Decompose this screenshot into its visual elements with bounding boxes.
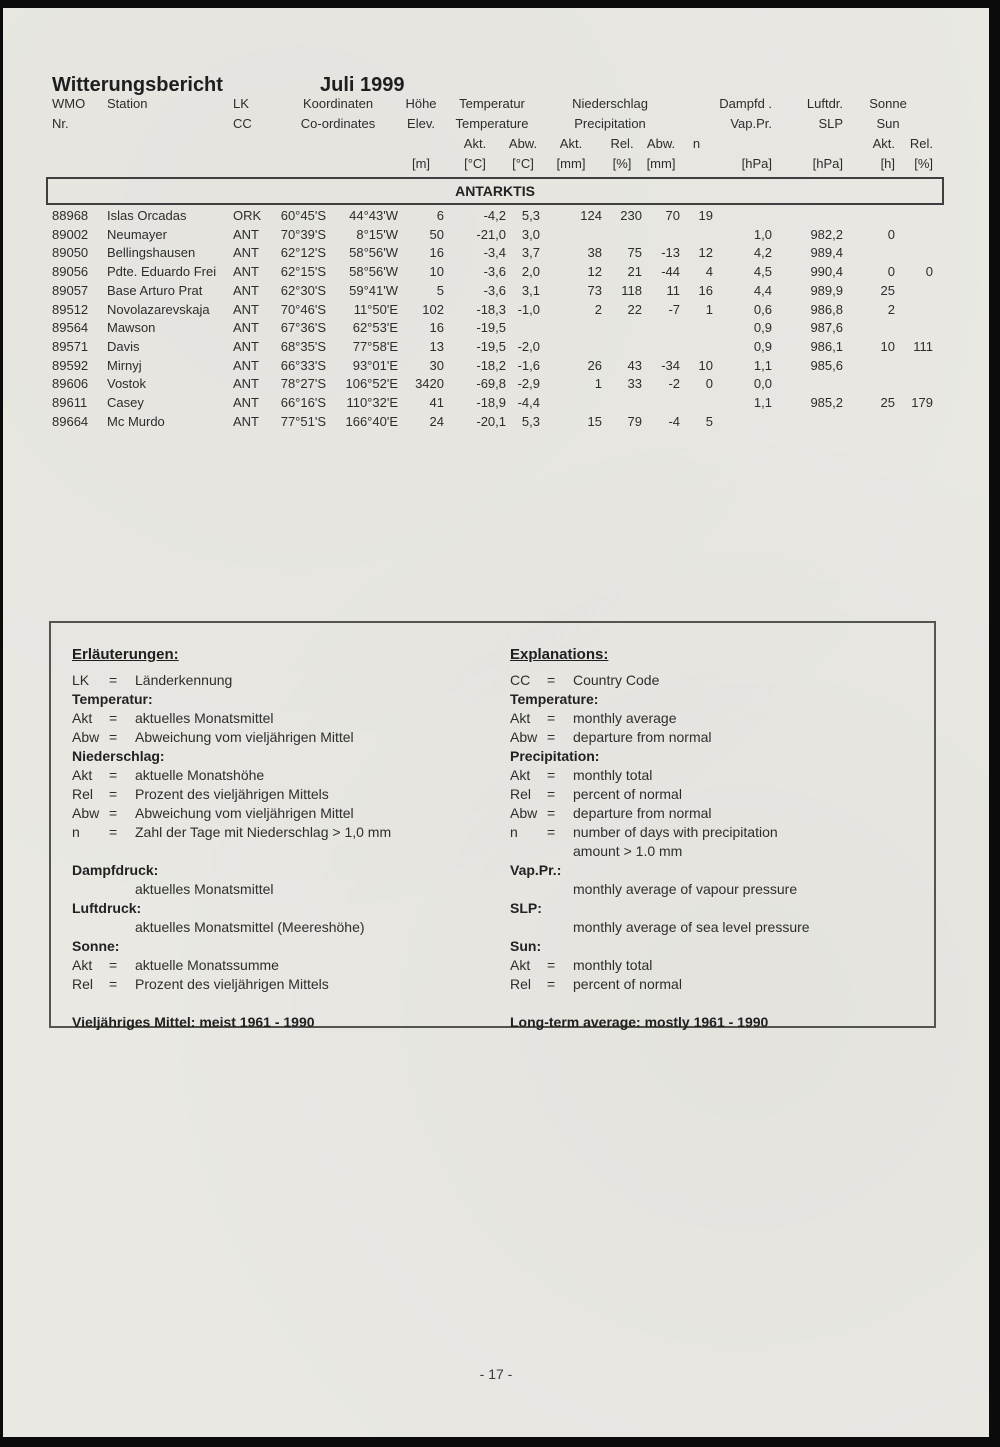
unit-h: [h] — [880, 156, 896, 171]
cell-t_akt: -4,2 — [483, 208, 506, 223]
station-row — [52, 282, 933, 301]
cell-s_rel — [895, 301, 933, 320]
cell-t_akt: -18,2 — [476, 357, 506, 373]
cell-s_rel: 179 — [911, 395, 933, 411]
cell-s_akt: 0 — [887, 264, 895, 280]
cell-p_akt: 38 — [587, 245, 602, 261]
header-koordinaten: Koordinaten — [302, 96, 374, 111]
explanation-line-head: Sun: — [510, 938, 542, 954]
unit-c2: [°C] — [512, 156, 534, 171]
station-row — [52, 207, 933, 226]
cell-wmo: 89611 — [52, 395, 88, 411]
cell-s_akt: 2 — [887, 301, 895, 317]
cell-p_abw: -13 — [661, 245, 680, 261]
cell-s_rel — [895, 375, 933, 394]
cell-p_abw — [642, 394, 680, 413]
cell-t_akt: -20,1 — [476, 413, 506, 429]
cell-t_akt: -18,9 — [476, 395, 506, 411]
header-wmo: WMO — [52, 96, 86, 111]
cell-lat: 62°12'S — [280, 245, 326, 261]
paper-sheet — [3, 8, 989, 1437]
explanation-line-def: n = number of days with precipitation — [510, 824, 778, 840]
cell-p_akt: 1 — [594, 376, 602, 392]
cell-lon: 11°50'E — [353, 301, 398, 317]
cell-vap: 4,2 — [753, 245, 772, 261]
cell-lk: ANT — [233, 320, 259, 336]
explanation-line-def: Abw = Abweichung vom vieljährigen Mittel — [72, 729, 354, 745]
cell-p_rel — [602, 394, 642, 413]
explanation-line-def: Akt = aktuelle Monatshöhe — [72, 767, 265, 783]
explanation-line-def: Abw = departure from normal — [510, 729, 712, 745]
station-table — [52, 207, 933, 431]
cell-slp: 982,2 — [810, 226, 843, 242]
cell-p_rel: 118 — [621, 282, 642, 298]
cell-n — [680, 319, 713, 338]
cell-elev: 13 — [429, 338, 444, 354]
cell-lk: ANT — [233, 301, 259, 317]
cell-s_akt — [843, 357, 895, 376]
cell-t_abw: 2,0 — [521, 264, 540, 280]
cell-p_abw: 70 — [665, 208, 680, 223]
cell-elev: 5 — [436, 282, 444, 298]
explanation-line-def: CC = Country Code — [510, 672, 660, 688]
cell-t_abw: -4,4 — [517, 395, 540, 411]
cell-t_abw: 3,7 — [521, 245, 540, 261]
cell-wmo: 89606 — [52, 376, 89, 392]
cell-t_akt: -18,3 — [476, 301, 506, 317]
explanation-line-def: Akt = aktuelle Monatssumme — [72, 957, 279, 973]
explanation-line-head: Temperatur: — [72, 691, 153, 707]
cell-lon: 110°32'E — [346, 395, 398, 411]
cell-elev: 30 — [429, 357, 444, 373]
cell-t_akt: -21,0 — [476, 226, 506, 242]
cell-elev: 3420 — [415, 376, 444, 392]
cell-lon: 166°40'E — [345, 413, 398, 429]
subheader-sun-akt: Akt. — [872, 136, 896, 151]
explanation-line-head: Vap.Pr.: — [510, 862, 562, 878]
cell-lon: 77°58'E — [352, 338, 398, 354]
cell-lat: 62°30'S — [280, 282, 326, 298]
cell-s_rel — [895, 226, 933, 245]
subheader-temp-abw: Abw. — [508, 136, 538, 151]
cell-n: 10 — [698, 357, 713, 373]
cell-t_abw: 3,1 — [521, 282, 540, 298]
cell-s_rel — [895, 244, 933, 263]
cell-lat: 67°36'S — [280, 320, 326, 336]
cell-lk: ANT — [233, 376, 259, 392]
cell-lk: ANT — [233, 282, 259, 298]
header-dampfd: Dampfd . — [719, 96, 773, 111]
station-rows — [52, 207, 933, 431]
cell-wmo: 89002 — [52, 226, 89, 242]
cell-slp: 985,6 — [810, 357, 843, 373]
cell-elev: 24 — [429, 413, 444, 429]
cell-vap: 0,0 — [753, 376, 772, 392]
page-number: - 17 - — [479, 1366, 513, 1382]
explanation-line-head: SLP: — [510, 900, 542, 916]
unit-c1: [°C] — [464, 156, 486, 171]
header-nr: Nr. — [52, 116, 69, 131]
cell-lon: 44°43'W — [349, 208, 398, 223]
subheader-prec-akt: Akt. — [559, 136, 583, 151]
cell-wmo: 89592 — [52, 357, 89, 373]
unit-hpa1: [hPa] — [741, 156, 773, 171]
header-slp: SLP — [818, 116, 844, 131]
cell-p_rel: 21 — [627, 264, 642, 280]
station-row — [52, 263, 933, 282]
cell-s_akt: 25 — [880, 395, 895, 411]
subheader-prec-n: n — [692, 136, 701, 151]
explanation-line-footer: Vieljähriges Mittel: meist 1961 - 1990 — [72, 1014, 315, 1030]
cell-station: Pdte. Eduardo Frei — [107, 264, 217, 280]
unit-pct1: [%] — [612, 156, 632, 171]
cell-wmo: 88968 — [52, 208, 89, 223]
explanation-line-def: Akt = aktuelles Monatsmittel — [72, 710, 274, 726]
cell-station: Vostok — [107, 376, 147, 392]
cell-p_rel — [602, 319, 642, 338]
cell-elev: 41 — [429, 395, 444, 411]
cell-vap: 4,4 — [753, 282, 772, 298]
cell-vap — [713, 207, 772, 226]
cell-slp: 985,2 — [810, 395, 843, 411]
unit-m: [m] — [411, 156, 431, 171]
cell-slp — [772, 413, 843, 432]
cell-p_akt: 26 — [587, 357, 602, 373]
header-temperature: Temperature — [455, 116, 529, 131]
cell-station: Bellingshausen — [107, 245, 196, 261]
header-niederschlag: Niederschlag — [572, 96, 648, 111]
cell-lon: 106°52'E — [345, 376, 398, 392]
cell-slp — [772, 207, 843, 226]
cell-t_abw: -1,6 — [517, 357, 540, 373]
explanation-line-footer: Long-term average: mostly 1961 - 1990 — [510, 1014, 769, 1030]
station-row — [52, 301, 933, 320]
cell-s_rel: 0 — [925, 264, 933, 280]
cell-p_rel — [602, 226, 642, 245]
explanation-line-def: Rel = Prozent des vieljährigen Mittels — [72, 976, 329, 992]
cell-lat: 66°16'S — [280, 395, 326, 411]
explanation-line-head: Sonne: — [72, 938, 120, 954]
report-title: Witterungsbericht — [52, 74, 223, 96]
cell-wmo: 89512 — [52, 301, 89, 317]
cell-lon: 8°15'W — [356, 226, 398, 242]
cell-p_abw: -34 — [661, 357, 680, 373]
cell-p_abw: 11 — [666, 282, 680, 298]
cell-n — [680, 394, 713, 413]
cell-lon: 93°01'E — [352, 357, 398, 373]
cell-s_rel: 111 — [913, 338, 933, 354]
cell-t_abw — [506, 319, 540, 338]
cell-n: 12 — [698, 245, 713, 261]
cell-n: 1 — [705, 301, 713, 317]
cell-p_abw: -44 — [661, 264, 680, 280]
explanations-english — [510, 645, 925, 1032]
explanation-line-def: Akt = monthly average — [510, 710, 677, 726]
header-lk: LK — [233, 96, 249, 111]
cell-s_akt: 0 — [887, 226, 895, 242]
explanation-line-indent: monthly average of sea level pressure — [573, 919, 810, 935]
cell-elev: 16 — [429, 320, 444, 336]
cell-vap: 1,1 — [753, 395, 772, 411]
cell-wmo: 89564 — [52, 320, 89, 336]
cell-station: Neumayer — [107, 226, 167, 242]
cell-vap: 4,5 — [753, 264, 772, 280]
explanation-line-spacer — [72, 994, 492, 1013]
cell-s_rel — [895, 413, 933, 432]
cell-slp: 989,4 — [810, 245, 843, 261]
cell-t_akt: -3,6 — [483, 264, 506, 280]
cell-vap: 1,1 — [753, 357, 772, 373]
station-row — [52, 244, 933, 263]
cell-s_akt: 10 — [880, 338, 895, 354]
cell-s_akt — [843, 207, 895, 226]
cell-n: 16 — [698, 282, 713, 298]
cell-lon: 62°53'E — [352, 320, 398, 336]
cell-t_akt: -3,4 — [483, 245, 506, 261]
subheader-temp-akt: Akt. — [463, 136, 487, 151]
cell-p_akt: 73 — [587, 282, 602, 298]
cell-elev: 50 — [429, 226, 444, 242]
cell-n — [680, 338, 713, 357]
cell-p_rel: 22 — [627, 301, 642, 317]
report-period: Juli 1999 — [320, 74, 405, 96]
cell-s_akt — [843, 375, 895, 394]
explanation-line-def: Akt = monthly total — [510, 767, 653, 783]
cell-lk: ANT — [233, 395, 259, 411]
cell-s_rel — [895, 207, 933, 226]
cell-t_akt: -69,8 — [476, 376, 506, 392]
cell-station: Base Arturo Prat — [107, 282, 203, 298]
cell-wmo: 89050 — [52, 245, 89, 261]
cell-lat: 77°51'S — [280, 413, 326, 429]
weather-table-header — [52, 94, 933, 174]
cell-elev: 16 — [429, 245, 444, 261]
cell-slp: 986,8 — [810, 301, 843, 317]
cell-s_akt — [843, 319, 895, 338]
explanation-line-indent: aktuelles Monatsmittel — [135, 881, 274, 897]
cell-wmo: 89057 — [52, 282, 89, 298]
header-luftdr: Luftdr. — [806, 96, 844, 111]
cell-p_abw — [642, 319, 680, 338]
explanation-line-spacer — [510, 994, 925, 1013]
cell-n: 19 — [698, 208, 713, 223]
cell-t_abw: -1,0 — [517, 301, 540, 317]
explanation-line-def: Rel = percent of normal — [510, 786, 682, 802]
cell-vap: 0,9 — [753, 320, 772, 336]
cell-p_abw: -7 — [668, 301, 680, 317]
cell-vap: 0,6 — [753, 301, 772, 317]
station-row — [52, 394, 933, 413]
cell-slp — [772, 375, 843, 394]
cell-p_abw: -2 — [668, 376, 680, 392]
header-sun: Sun — [876, 116, 900, 131]
cell-station: Novolazarevskaja — [107, 301, 210, 317]
cell-n — [680, 226, 713, 245]
cell-t_abw: 5,3 — [521, 413, 540, 429]
cell-lk: ANT — [233, 357, 259, 373]
cell-p_rel — [602, 338, 642, 357]
unit-mm1: [mm] — [556, 156, 586, 171]
cell-p_abw — [642, 226, 680, 245]
subheader-prec-rel: Rel. — [610, 136, 634, 151]
station-row — [52, 375, 933, 394]
cell-elev: 10 — [429, 264, 444, 280]
cell-lat: 60°45'S — [280, 208, 326, 223]
cell-wmo: 89571 — [52, 338, 89, 354]
subheader-sun-rel: Rel. — [909, 136, 934, 151]
cell-n: 4 — [705, 264, 713, 280]
header-hoehe: Höhe — [405, 96, 437, 111]
cell-t_abw: 5,3 — [521, 208, 540, 223]
cell-s_akt: 25 — [880, 282, 895, 298]
cell-p_abw — [642, 338, 680, 357]
explanation-line-head: Temperature: — [510, 691, 599, 707]
cell-lon: 58°56'W — [349, 245, 398, 261]
section-banner-antarktis: ANTARKTIS — [46, 177, 944, 205]
cell-slp: 986,1 — [810, 338, 843, 354]
station-row — [52, 413, 933, 432]
cell-s_rel — [895, 319, 933, 338]
explanations-box — [49, 621, 936, 1028]
cell-p_akt — [540, 338, 602, 357]
cell-lon: 58°56'W — [349, 264, 398, 280]
explanation-line-def: Rel = Prozent des vieljährigen Mittels — [72, 786, 329, 802]
cell-wmo: 89664 — [52, 413, 89, 429]
explanations-german — [72, 645, 492, 1032]
cell-p_akt: 124 — [580, 208, 602, 223]
cell-t_abw: -2,0 — [517, 338, 540, 354]
cell-t_akt: -19,5 — [476, 338, 506, 354]
header-precipitation: Precipitation — [574, 116, 646, 131]
cell-p_akt: 2 — [594, 301, 602, 317]
cell-p_rel: 43 — [627, 357, 642, 373]
cell-lon: 59°41'W — [349, 282, 398, 298]
header-elev: Elev. — [407, 116, 435, 131]
cell-lk: ANT — [233, 226, 259, 242]
cell-p_rel: 230 — [620, 208, 642, 223]
cell-p_rel: 75 — [627, 245, 642, 261]
explanation-line-head: Luftdruck: — [72, 900, 142, 916]
cell-station: Casey — [107, 395, 144, 411]
cell-wmo: 89056 — [52, 264, 89, 280]
cell-p_rel: 79 — [627, 413, 642, 429]
cell-vap — [713, 413, 772, 432]
station-row — [52, 226, 933, 245]
cell-station: Mawson — [107, 320, 156, 336]
explanation-line-def: Abw = departure from normal — [510, 805, 712, 821]
explanation-line-head: Precipitation: — [510, 748, 600, 764]
explanation-line-head: Dampfdruck: — [72, 862, 159, 878]
cell-n: 5 — [705, 413, 713, 429]
cell-t_abw: 3,0 — [521, 226, 540, 242]
cell-p_rel: 33 — [627, 376, 642, 392]
cell-slp: 990,4 — [810, 264, 843, 280]
cell-station: Davis — [107, 338, 140, 354]
cell-n: 0 — [705, 376, 713, 392]
header-coordinates: Co-ordinates — [300, 116, 376, 131]
cell-elev: 6 — [436, 208, 444, 223]
cell-lat: 70°39'S — [280, 226, 326, 242]
explanation-line-def: n = Zahl der Tage mit Niederschlag > 1,0 mm — [72, 824, 392, 840]
cell-lk: ANT — [233, 264, 259, 280]
header-spacer — [680, 94, 713, 114]
header-temperatur: Temperatur — [459, 96, 525, 111]
explanation-line-def: Akt = monthly total — [510, 957, 653, 973]
cell-lat: 62°15'S — [280, 264, 326, 280]
cell-lk: ORK — [233, 208, 262, 223]
cell-station: Mc Murdo — [107, 413, 165, 429]
header-cc: CC — [233, 116, 252, 131]
explanation-line-indent: monthly average of vapour pressure — [573, 881, 798, 897]
unit-mm2: [mm] — [646, 156, 676, 171]
cell-s_akt — [843, 413, 895, 432]
cell-p_akt — [540, 394, 602, 413]
header-station: Station — [107, 96, 148, 111]
explanation-line-indent: aktuelles Monatsmittel (Meereshöhe) — [135, 919, 365, 935]
explanation-line-def: LK = Länderkennung — [72, 672, 233, 688]
explanation-line-def: Rel = percent of normal — [510, 976, 682, 992]
station-row — [52, 338, 933, 357]
cell-elev: 102 — [422, 301, 444, 317]
cell-lat: 70°46'S — [280, 301, 326, 317]
station-row — [52, 357, 933, 376]
cell-t_abw: -2,9 — [517, 376, 540, 392]
cell-lk: ANT — [233, 245, 259, 261]
unit-pct2: [%] — [914, 156, 934, 171]
explanation-line-title: Explanations: — [510, 646, 609, 663]
cell-p_akt — [540, 319, 602, 338]
explanation-line-def: Abw = Abweichung vom vieljährigen Mittel — [72, 805, 354, 821]
unit-hpa2: [hPa] — [812, 156, 844, 171]
cell-station: Islas Orcadas — [107, 208, 187, 223]
header-sonne: Sonne — [869, 96, 907, 111]
cell-t_akt: -3,6 — [483, 282, 506, 298]
cell-p_akt: 15 — [587, 413, 602, 429]
cell-s_rel — [895, 282, 933, 301]
cell-slp: 987,6 — [810, 320, 843, 336]
cell-vap: 0,9 — [753, 338, 772, 354]
cell-lk: ANT — [233, 413, 259, 429]
cell-lat: 78°27'S — [280, 376, 326, 392]
cell-s_akt — [843, 244, 895, 263]
subheader-prec-abw: Abw. — [646, 136, 676, 151]
cell-p_akt — [540, 226, 602, 245]
explanation-line-spacer — [72, 842, 492, 861]
cell-vap: 1,0 — [753, 226, 772, 242]
cell-slp: 989,9 — [810, 282, 843, 298]
cell-station: Mirnyj — [107, 357, 142, 373]
cell-s_rel — [895, 357, 933, 376]
cell-p_abw: -4 — [668, 413, 680, 429]
cell-lat: 68°35'S — [280, 338, 326, 354]
cell-t_akt: -19,5 — [476, 320, 506, 336]
explanation-line-indent: amount > 1.0 mm — [573, 843, 683, 859]
header-vappr: Vap.Pr. — [730, 116, 773, 131]
cell-lat: 66°33'S — [280, 357, 326, 373]
explanation-line-title: Erläuterungen: — [72, 646, 179, 663]
cell-p_akt: 12 — [587, 264, 602, 280]
explanation-line-head: Niederschlag: — [72, 748, 165, 764]
station-row — [52, 319, 933, 338]
cell-lk: ANT — [233, 338, 259, 354]
